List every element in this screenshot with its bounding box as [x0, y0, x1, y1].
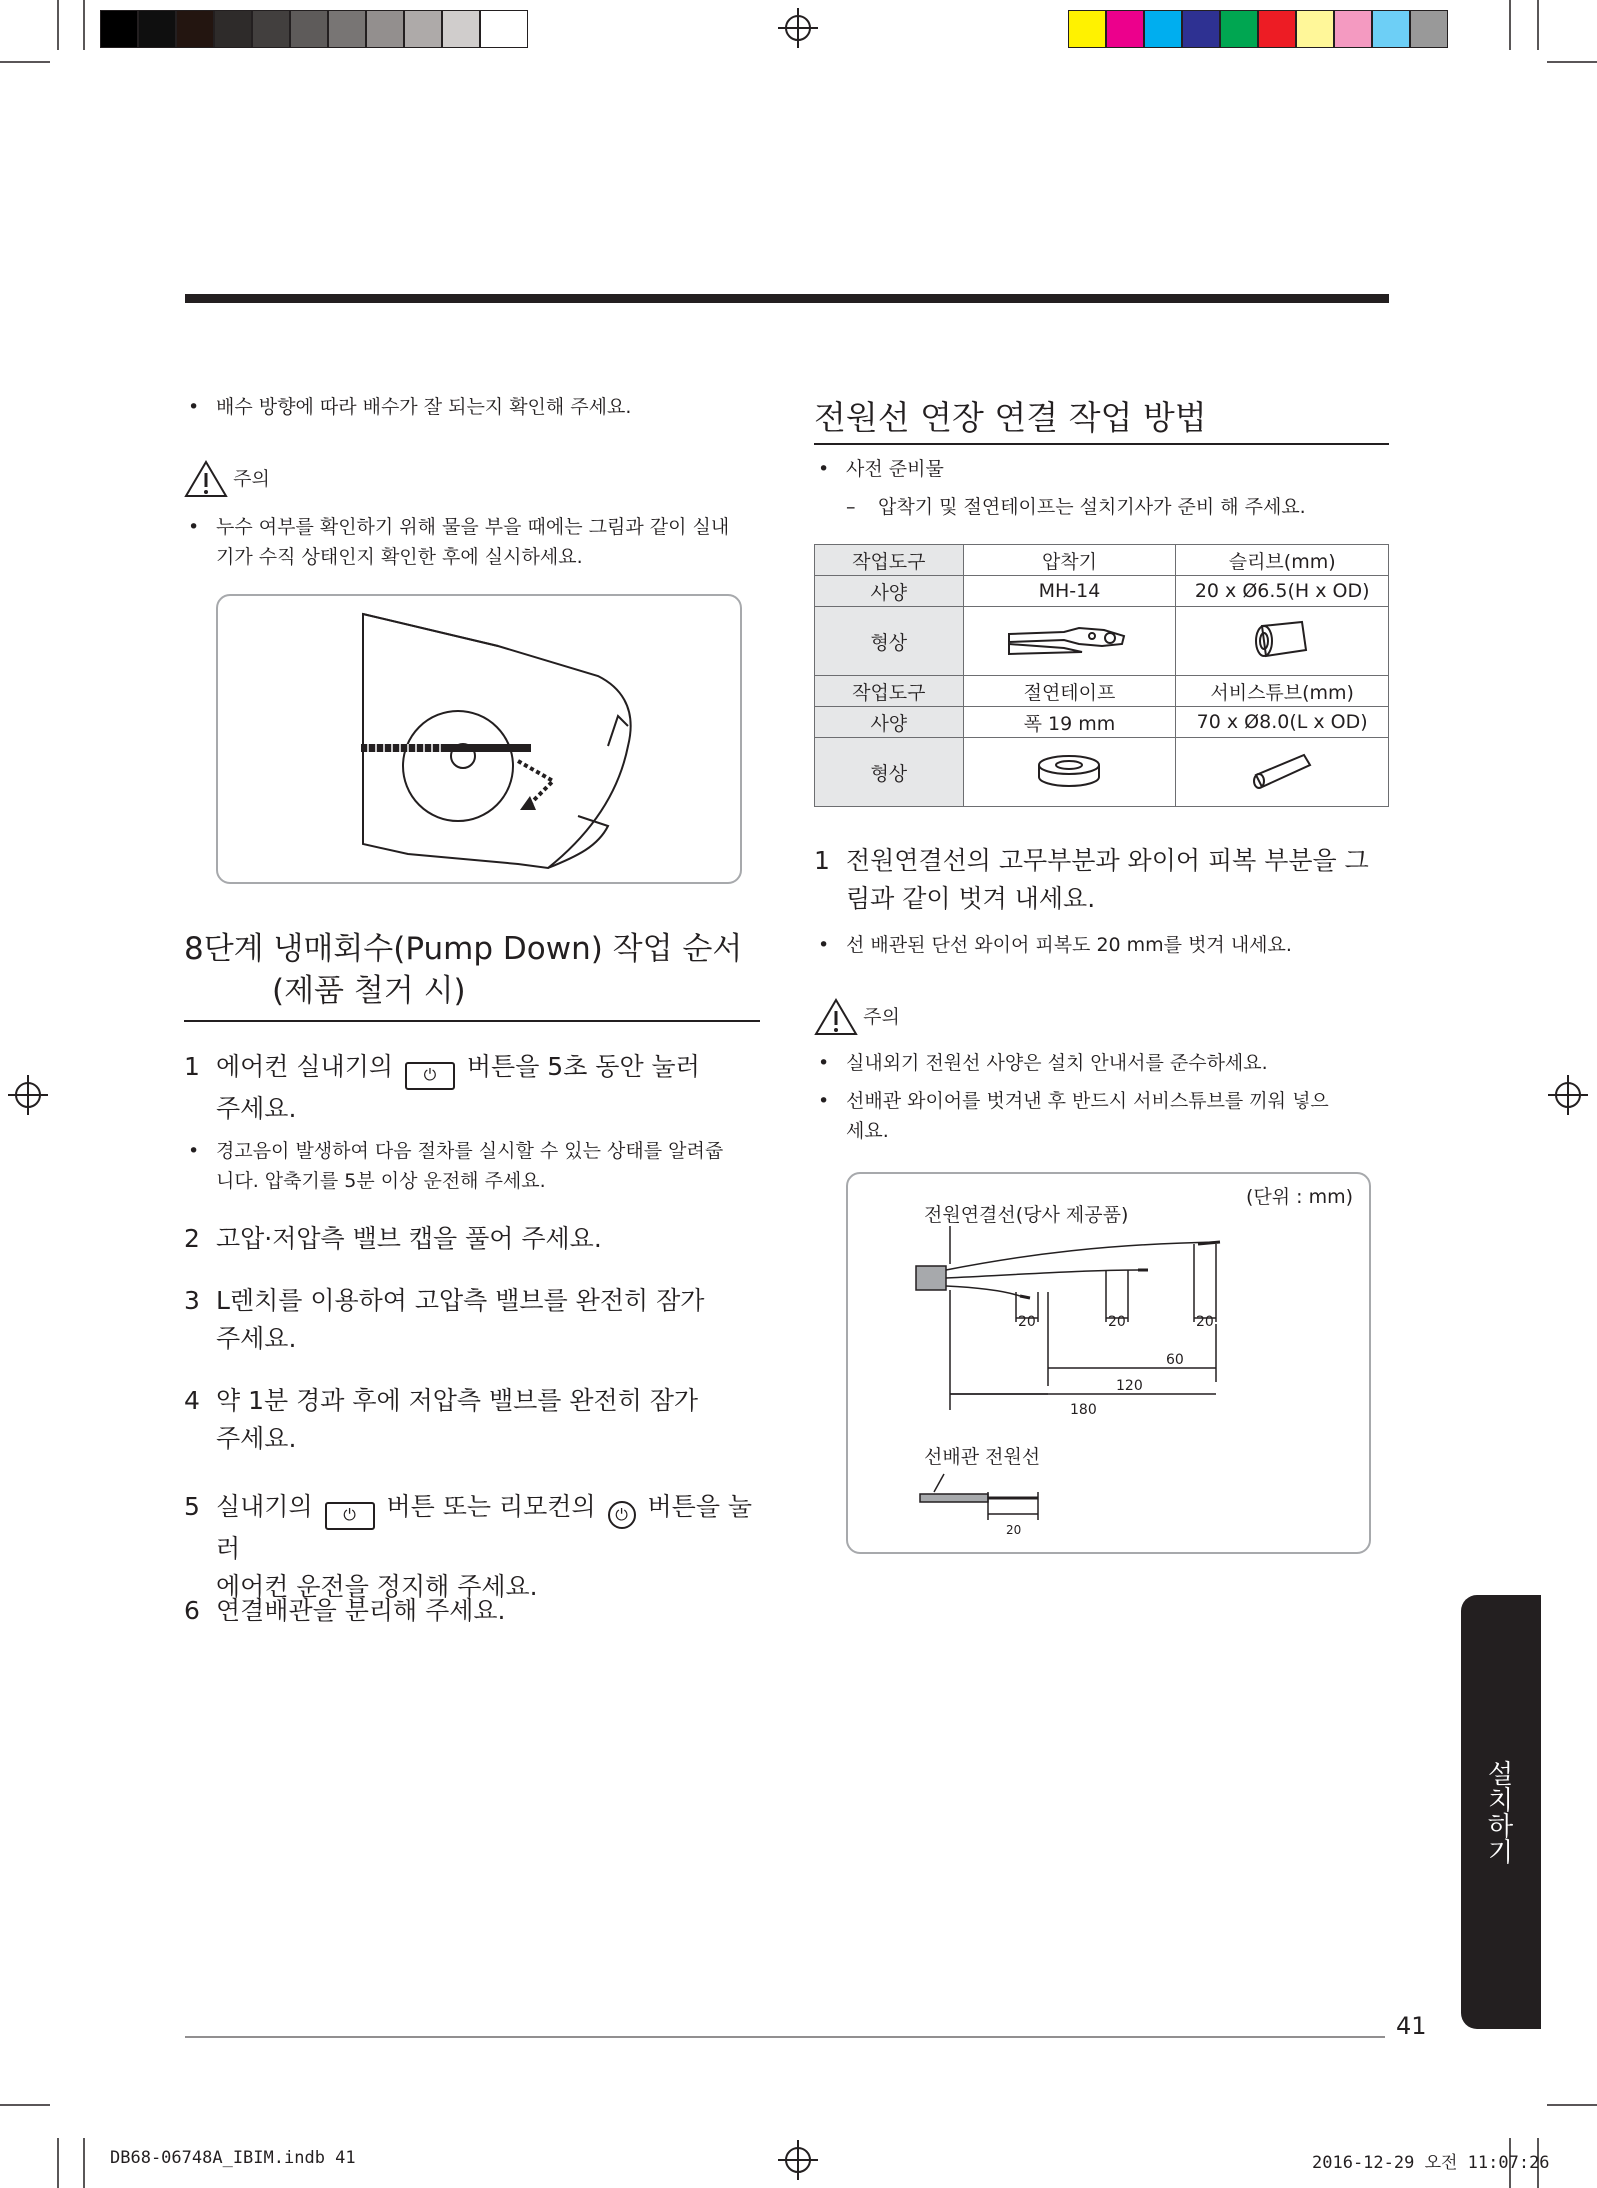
table-cell: 슬리브(mm)	[1176, 545, 1389, 576]
step-5	[184, 1488, 764, 1606]
footer-date: 2016-12-29 오전 11:07:26	[1312, 2153, 1550, 2173]
tool-spec-table	[814, 544, 1389, 807]
table-cell: 폭 19 mm	[963, 707, 1176, 738]
step-6	[184, 1592, 764, 1630]
caution-bullet-1: • 실내외기 전원선 사양은 설치 안내서를 준수하세요.	[846, 1048, 1386, 1078]
header-rule	[185, 294, 1389, 303]
dim-20-a: 20	[1018, 1314, 1036, 1330]
side-tab-label: 설치하기	[1483, 1760, 1513, 1864]
dim-20-b: 20	[1108, 1314, 1126, 1330]
step8-heading	[184, 928, 764, 1012]
table-cell: 압착기	[963, 545, 1176, 576]
caution-label: 주의	[233, 468, 270, 490]
table-row	[815, 738, 1389, 807]
tape-illustration	[963, 738, 1176, 807]
table-cell: 작업도구	[815, 676, 964, 707]
caution-right	[814, 998, 900, 1036]
step8-heading-line2: (제품 철거 시)	[272, 973, 466, 1009]
step-text: 주세요.	[216, 1424, 297, 1453]
dim-180: 180	[1070, 1402, 1097, 1418]
step-text: 에어컨 운전을 정지해 주세요.	[216, 1572, 538, 1601]
wire-strip-diagram	[848, 1174, 1369, 1552]
table-cell: 작업도구	[815, 545, 964, 576]
table-row	[815, 707, 1389, 738]
page-number: 41	[1396, 2012, 1427, 2040]
step-num: 3	[184, 1286, 200, 1315]
table-cell: 사양	[815, 576, 964, 607]
step-num: 1	[184, 1052, 200, 1081]
step-text: 전원연결선의 고무부분과 와이어 피복 부분을 그림과 같이 벗겨 내세요.	[846, 846, 1369, 913]
step-text: 버튼 또는 리모컨의	[386, 1492, 596, 1521]
warning-icon	[184, 460, 228, 498]
pre-wire-label: 선배관 전원선	[924, 1446, 1041, 1468]
sleeve-illustration	[1176, 607, 1389, 676]
caution-left	[184, 460, 270, 498]
footer-file: DB68-06748A_IBIM.indb 41	[110, 2148, 356, 2168]
step-num: 6	[184, 1596, 200, 1625]
registration-mark-top	[778, 8, 818, 48]
warning-icon	[814, 998, 858, 1036]
caution-label: 주의	[863, 1006, 900, 1028]
step-num: 2	[184, 1224, 200, 1253]
prep-dash-text: 압착기 및 절연테이프는 설치기사가 준비 해 주세요.	[878, 496, 1306, 518]
step-text: 주세요.	[216, 1324, 297, 1353]
caution-text: • 누수 여부를 확인하기 위해 물을 부을 때에는 그림과 같이 실내기가 수직 상태인지 확인한 후에 실시하세요.	[216, 512, 736, 572]
step-4	[184, 1382, 764, 1458]
step-text: 고압·저압측 밸브 캡을 풀어 주세요.	[216, 1224, 602, 1253]
step-text: 약 1분 경과 후에 저압측 밸브를 완전히 잠가	[216, 1386, 699, 1415]
tape-roll-icon	[1029, 745, 1109, 795]
step-text: 실내기의	[216, 1492, 313, 1521]
table-row	[815, 676, 1389, 707]
table-row	[815, 545, 1389, 576]
step8-heading-line1: 8단계 냉매회수(Pump Down) 작업 순서	[184, 931, 743, 967]
registration-mark-right	[1548, 1075, 1588, 1115]
step8-rule	[184, 1020, 760, 1022]
registration-mark-bottom	[778, 2140, 818, 2180]
prep-dash: – 압착기 및 절연테이프는 설치기사가 준비 해 주세요.	[846, 496, 1306, 518]
step-1	[184, 1048, 764, 1128]
table-cell: 사양	[815, 707, 964, 738]
remote-power-icon: ⏻	[608, 1501, 636, 1529]
section-rule	[814, 443, 1389, 445]
dim-120: 120	[1116, 1378, 1143, 1394]
table-cell: 형상	[815, 607, 964, 676]
table-cell: 20 x Ø6.5(H x OD)	[1176, 576, 1389, 607]
table-row	[815, 576, 1389, 607]
crimper-icon	[1004, 614, 1134, 664]
step1-note: • 경고음이 발생하여 다음 절차를 실시할 수 있는 상태를 알려줍니다. 압축기를 5분 이상 운전해 주세요.	[216, 1136, 736, 1196]
table-cell: 절연테이프	[963, 676, 1176, 707]
service-tube-illustration	[1176, 738, 1389, 807]
indoor-unit-illustration	[218, 596, 740, 882]
step-num: 4	[184, 1386, 200, 1415]
power-button-icon: ⏻	[325, 1502, 375, 1530]
table-cell: 70 x Ø8.0(L x OD)	[1176, 707, 1389, 738]
caution-bullet-2: • 선배관 와이어를 벗겨낸 후 반드시 서비스튜브를 끼워 넣으세요.	[846, 1086, 1336, 1146]
prep-bullet: • 사전 준비물	[846, 454, 944, 484]
step-num: 1	[814, 846, 830, 875]
right-step-1	[814, 842, 1374, 918]
indoor-unit-figure	[216, 594, 742, 884]
step-text: 버튼을 눌러	[216, 1492, 753, 1563]
dim-20-c: 20	[1196, 1314, 1214, 1330]
section-title: 전원선 연장 연결 작업 방법	[814, 398, 1207, 437]
step-2	[184, 1220, 764, 1258]
step-num: 5	[184, 1492, 200, 1521]
step-text: 에어컨 실내기의	[216, 1052, 393, 1081]
registration-mark-left	[8, 1075, 48, 1115]
table-cell: 서비스튜브(mm)	[1176, 676, 1389, 707]
power-button-icon: ⏻	[405, 1062, 455, 1090]
table-cell: 형상	[815, 738, 964, 807]
bullet-drain: • 배수 방향에 따라 배수가 잘 되는지 확인해 주세요.	[216, 392, 746, 422]
dim-pre-20: 20	[1006, 1523, 1022, 1537]
wire-strip-figure	[846, 1172, 1371, 1554]
step-text: 주세요.	[216, 1094, 297, 1123]
step-text: 연결배관을 분리해 주세요.	[216, 1596, 506, 1625]
dim-60: 60	[1166, 1352, 1184, 1368]
step-text: L렌치를 이용하여 고압측 밸브를 완전히 잠가	[216, 1286, 705, 1315]
step-text: 버튼을 5초 동안 눌러	[466, 1052, 700, 1081]
crimper-illustration	[963, 607, 1176, 676]
right-step1-bullet: • 선 배관된 단선 와이어 피복도 20 mm를 벗겨 내세요.	[846, 930, 1386, 960]
table-cell: MH-14	[963, 576, 1176, 607]
table-row	[815, 607, 1389, 676]
step-3	[184, 1282, 764, 1358]
cable-label: 전원연결선(당사 제공품)	[924, 1204, 1129, 1226]
service-tube-icon	[1242, 745, 1322, 795]
unit-label: (단위 : mm)	[1245, 1186, 1353, 1208]
sleeve-icon	[1242, 614, 1322, 664]
